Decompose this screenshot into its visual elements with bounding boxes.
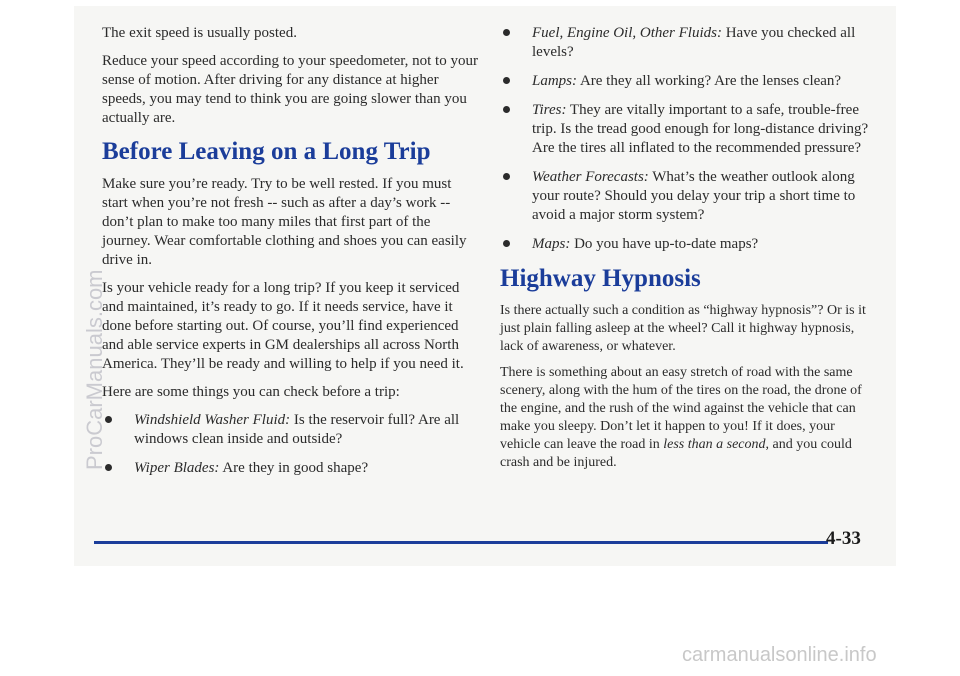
right-column [500, 24, 876, 480]
item-term: Fuel, Engine Oil, Other Fluids: [532, 25, 722, 41]
item-text: Have you checked all levels? [532, 25, 856, 60]
item-term: Windshield Washer Fluid: [134, 412, 291, 428]
paragraph-hypnosis-question: Is there actually such a condition as “highway hypnosis”? Or is it just plain falling asleep at the wheel? Call it highway hypnosis, lack of awareness, or whatever. [500, 303, 866, 354]
footer-site-text: carmanualsonline.info [682, 644, 877, 666]
item-term: Tires: [532, 102, 567, 118]
heading-long-trip: Before Leaving on a Long Trip [102, 138, 431, 165]
page-number: 4-33 [826, 528, 861, 549]
list-item [500, 168, 876, 225]
item-term: Wiper Blades: [134, 460, 220, 476]
item-text: They are vitally important to a safe, trouble-free trip. Is the tread good enough for long-distance driving? Are the tires all inflated to the recommended pressure? [532, 102, 869, 156]
manual-page [74, 6, 896, 566]
paragraph-vehicle-ready: Is your vehicle ready for a long trip? If you keep it serviced and maintained, it’s ready to go. If it needs service, have it done before starting out. Of course, you’ll find experienced and able service experts in GM dealerships all across North America. They’ll be ready and willing to help if you need it. [102, 280, 464, 372]
paragraph-exit-speed: The exit speed is usually posted. [102, 25, 297, 41]
warning-text-end: , and you could crash and be injured. [500, 437, 852, 470]
warning-emphasis: less than a second [663, 437, 766, 452]
warning-text-start: There is something about an easy stretch of road with the same scenery, along with the hum of the tires on the road, the drone of the engine, and the rush of the wind against the vehicle that can make you sleepy. Don’t let it happen to you! If it does, your vehicle can leave the road in [500, 365, 862, 452]
bullet-icon [503, 29, 510, 36]
watermark-text: ProCarManuals.com [82, 269, 107, 470]
list-item [500, 72, 876, 91]
bullet-icon [503, 240, 510, 247]
heading-highway-hypnosis: Highway Hypnosis [500, 265, 701, 292]
bullet-icon [503, 173, 510, 180]
list-item [500, 235, 876, 254]
list-item [500, 24, 876, 62]
list-item [500, 101, 876, 158]
list-item [102, 459, 478, 478]
item-text: Do you have up-to-date maps? [570, 236, 759, 252]
footer-rule [94, 541, 828, 544]
checklist-right [500, 24, 876, 254]
bullet-icon [503, 77, 510, 84]
list-item [102, 411, 478, 449]
item-text: Are they all working? Are the lenses clean? [577, 73, 842, 89]
hypnosis-body [500, 302, 876, 472]
item-text: Are they in good shape? [219, 460, 369, 476]
bullet-icon [503, 106, 510, 113]
paragraph-reduce-speed: Reduce your speed according to your speedometer, not to your sense of motion. After driving for any distance at higher speeds, you may tend to think you are going slower than you actually are. [102, 53, 478, 126]
paragraph-hypnosis-warning [500, 364, 876, 472]
paragraph-checklist-intro: Here are some things you can check before a trip: [102, 384, 400, 400]
item-term: Maps: [532, 236, 571, 252]
paragraph-be-rested: Make sure you’re ready. Try to be well rested. If you must start when you’re not fresh -- such as after a day’s work -- don’t plan to make too many miles that first part of the journey. Wear comfortable clothing and shoes you can easily drive in. [102, 176, 467, 268]
item-text: Is the reservoir full? Are all windows clean inside and outside? [134, 412, 460, 447]
checklist-left [102, 411, 478, 478]
item-text: What’s the weather outlook along your route? Should you delay your trip a short time to avoid a major storm system? [532, 169, 856, 223]
item-term: Weather Forecasts: [532, 169, 649, 185]
left-column [102, 24, 478, 488]
item-term: Lamps: [532, 73, 578, 89]
